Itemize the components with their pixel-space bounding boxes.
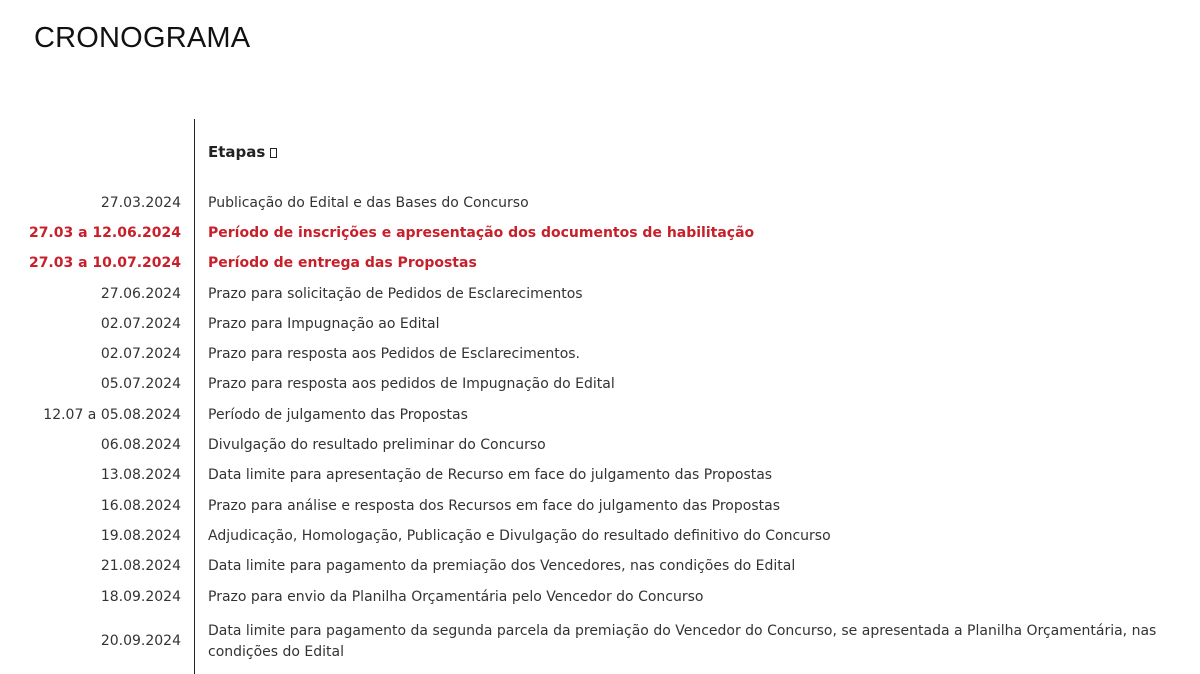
row-date: 19.08.2024 (100, 527, 181, 544)
row-description: Período de entrega das Propostas (208, 255, 477, 272)
row-date: 02.07.2024 (100, 315, 181, 332)
row-date: 18.09.2024 (100, 588, 181, 605)
row-description: Publicação do Edital e das Bases do Concurso (208, 194, 529, 211)
box-icon (270, 148, 277, 158)
schedule-row (0, 339, 1200, 369)
schedule-row (0, 461, 1200, 491)
schedule-row (0, 279, 1200, 309)
schedule-row (0, 309, 1200, 339)
row-date: 20.09.2024 (100, 633, 181, 650)
row-description: Data limite para apresentação de Recurso em face do julgamento das Propostas (208, 467, 773, 484)
schedule-row-highlight (0, 218, 1200, 248)
row-date: 05.07.2024 (100, 376, 181, 393)
schedule-row (0, 616, 1200, 667)
row-description: Adjudicação, Homologação, Publicação e Divulgação do resultado definitivo do Concurso (208, 527, 831, 544)
schedule-row (0, 370, 1200, 400)
schedule-row-highlight (0, 249, 1200, 279)
row-description: Data limite para pagamento da premiação dos Vencedores, nas condições do Edital (208, 558, 796, 575)
page-title: CRONOGRAMA (34, 22, 251, 54)
row-description: Prazo para solicitação de Pedidos de Esclarecimentos (208, 285, 583, 302)
row-description: Prazo para análise e resposta dos Recursos em face do julgamento das Propostas (208, 497, 780, 514)
schedule-row (0, 521, 1200, 551)
schedule-row (0, 491, 1200, 521)
row-date: 16.08.2024 (100, 497, 181, 514)
schedule-header (0, 119, 1200, 188)
row-date: 27.03 a 12.06.2024 (28, 224, 181, 241)
schedule-row (0, 552, 1200, 582)
schedule-row (0, 188, 1200, 218)
row-description: Divulgação do resultado preliminar do Concurso (208, 437, 546, 454)
row-date: 27.06.2024 (100, 285, 181, 302)
row-description: Período de inscrições e apresentação dos documentos de habilitação (208, 224, 755, 241)
row-description: Data limite para pagamento da segunda parcela da premiação do Vencedor do Concurso, se apresentada a Planilha Orçamentária, nas condições do Edital (208, 622, 1157, 660)
schedule-row (0, 400, 1200, 430)
row-date: 12.07 a 05.08.2024 (43, 406, 181, 423)
row-description: Prazo para resposta aos pedidos de Impugnação do Edital (208, 376, 615, 393)
row-description: Prazo para Impugnação ao Edital (208, 315, 440, 332)
schedule-header-label (208, 143, 277, 161)
row-description: Prazo para envio da Planilha Orçamentária pelo Vencedor do Concurso (208, 588, 704, 605)
row-description: Período de julgamento das Propostas (208, 406, 468, 423)
schedule-header-text: Etapas (208, 143, 266, 161)
row-date: 06.08.2024 (100, 437, 181, 454)
row-date: 02.07.2024 (100, 346, 181, 363)
row-date: 21.08.2024 (100, 558, 181, 575)
schedule-row (0, 582, 1200, 612)
schedule-row (0, 430, 1200, 460)
schedule-table (0, 119, 1200, 667)
row-date: 13.08.2024 (100, 467, 181, 484)
row-date: 27.03.2024 (100, 194, 181, 211)
row-description: Prazo para resposta aos Pedidos de Esclarecimentos. (208, 346, 581, 363)
row-date: 27.03 a 10.07.2024 (28, 255, 181, 272)
